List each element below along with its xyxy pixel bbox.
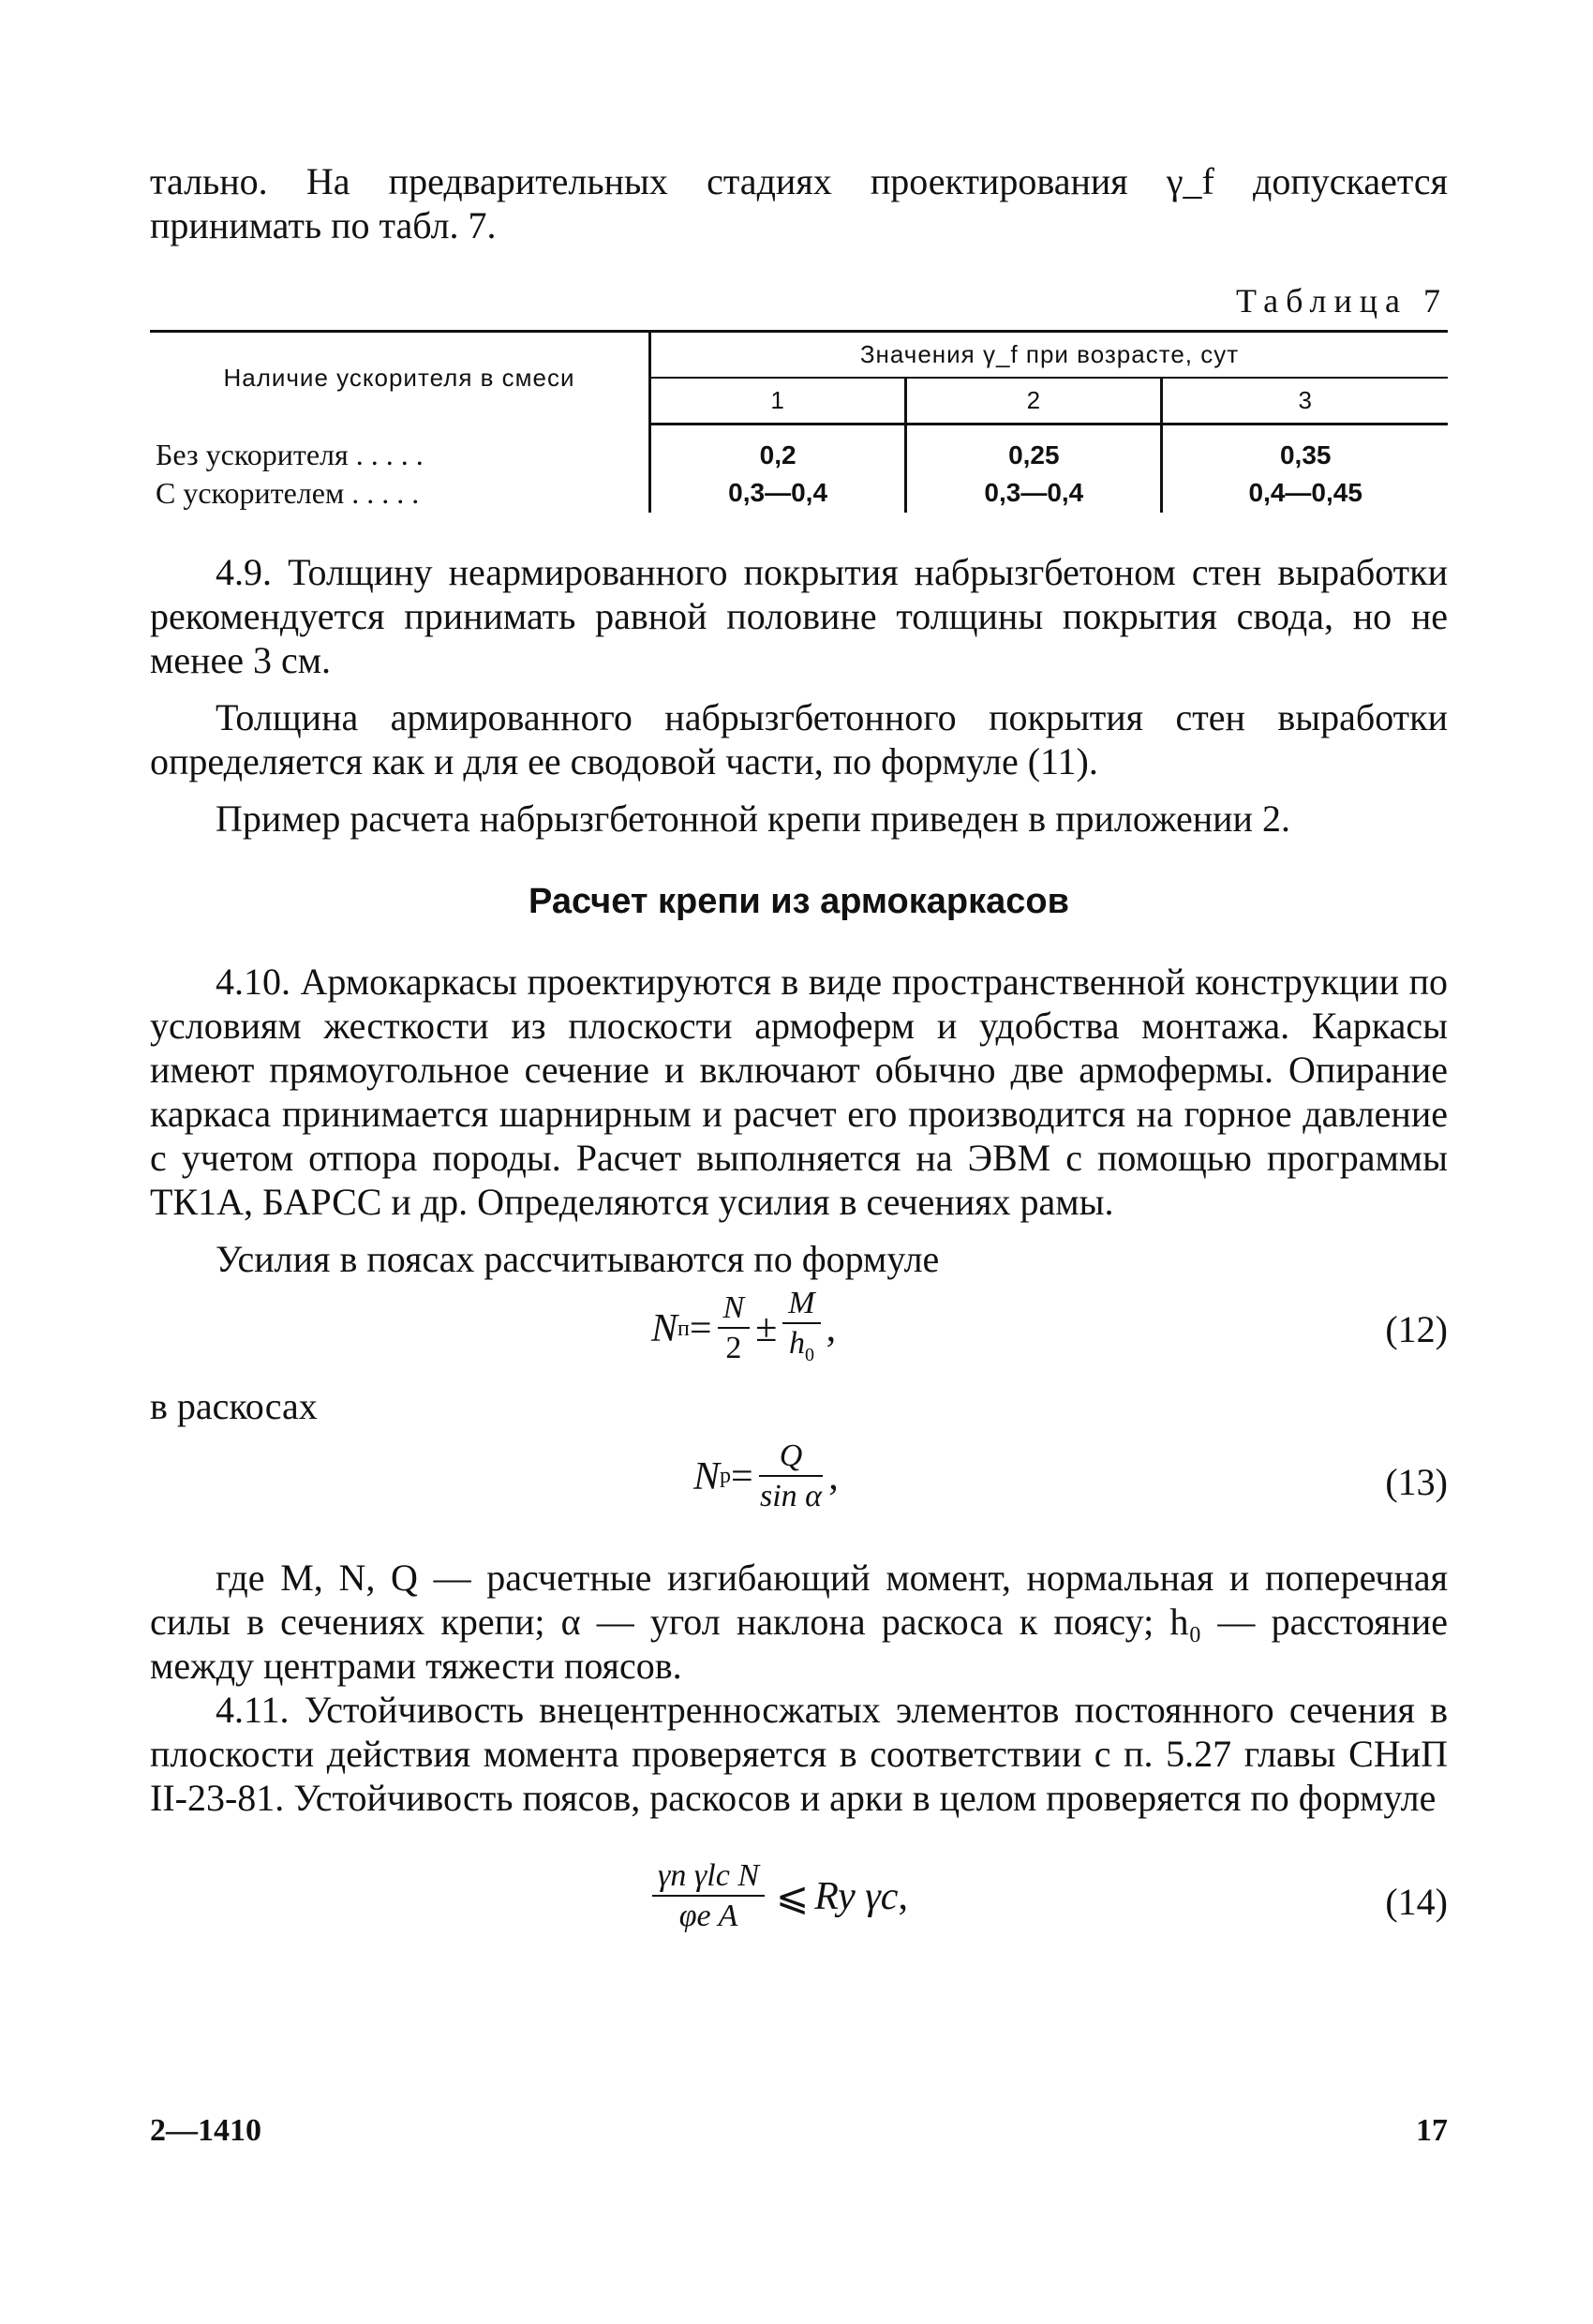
paragraph-example-reference: Пример расчета набрызгбетонной крепи приведен в приложении 2.	[216, 797, 1290, 840]
formula-14-num: γn γlc N	[652, 1857, 765, 1897]
formula-12-num-1: N	[718, 1289, 751, 1329]
paragraph-4-10: 4.10. Армокаркасы проектируются в виде пространственной конструкции по условиям жесткости из плоскости армоферм и удобства монтажа. Каркасы имеют прямоугольное сечение и включают обычно две армофермы. Опирание каркаса принимается шарнирным и расчет его производится на горное давление с учетом отпора породы. Расчет выполняется на ЭВМ с помощью программы ТК1А, БАРСС и др. Определяются усилия в сечениях рамы.	[150, 960, 1448, 1223]
formula-14-relation: ⩽	[776, 1875, 810, 1919]
formula-12-lhs: N	[651, 1307, 678, 1351]
formula-14-rhs: Ry γc	[814, 1874, 899, 1918]
paragraph-reinforced-coating: Толщина армированного набрызгбетонного покрытия стен выработки определяется как и для ее сводовой части, по формуле (11).	[150, 695, 1448, 782]
formula-13-den: sin α	[759, 1478, 822, 1513]
formula-13	[150, 1434, 1448, 1537]
table-row	[150, 425, 1448, 474]
formula-14-number: (14)	[1385, 1880, 1448, 1923]
formula-12-den-2-sub: 0	[804, 1344, 814, 1365]
intro-paragraph: тально. На предварительных стадиях проектирования γ_f допускается принимать по табл. 7.	[150, 160, 1448, 246]
formula-13-number: (13)	[1385, 1460, 1448, 1503]
table-cell: 0,2	[650, 425, 906, 474]
coefficient-table	[150, 330, 1448, 513]
formula-12-number: (12)	[1385, 1307, 1448, 1350]
signature-mark: 2—1410	[150, 2113, 261, 2148]
formula-14-tail: ,	[898, 1874, 908, 1918]
paragraph-4-9: 4.9. Толщину неармированного покрытия набрызгбетоном стен выработки рекомендуется принимать равной половине толщины покрытия свода, но не менее 3 см.	[150, 550, 1448, 681]
paragraph-4-11: 4.11. Устойчивость внецентренносжатых элементов постоянного сечения в плоскости действия момента проверяется в соответствии с п. 5.27 главы СНиП II-23-81. Устойчивость поясов, раскосов и арки в целом проверяется по формуле	[150, 1688, 1448, 1819]
formula-12	[150, 1281, 1448, 1384]
formula-12-tail: ,	[826, 1307, 837, 1351]
table-row-label: С ускорителем . . . . .	[156, 475, 420, 510]
formula-12-fraction-1	[718, 1289, 751, 1368]
table-caption: Таблица 7	[1236, 282, 1448, 320]
formula-12-op: ±	[755, 1307, 778, 1351]
table-cell: 0,35	[1162, 425, 1448, 474]
formula-13-lhs-sub: р	[720, 1464, 732, 1488]
table-cell: 0,3—0,4	[650, 474, 906, 513]
page-number: 17	[1416, 2113, 1448, 2148]
formula-13-fraction	[759, 1438, 824, 1516]
table-row	[150, 474, 1448, 513]
table-row-header: Наличие ускорителя в смеси	[150, 332, 650, 425]
formula-13-lhs: N	[693, 1454, 721, 1498]
table-group-header: Значения γ_f при возрасте, сут	[650, 332, 1449, 379]
formula-12-den-1: 2	[725, 1331, 742, 1366]
formula-14	[150, 1854, 1448, 1957]
paragraph-notation: где M, N, Q — расчетные изгибающий момент, нормальная и поперечная силы в сечениях крепи; α — угол наклона раскоса к поясу; h₀ — расстояние между центрами тяжести поясов.	[150, 1556, 1448, 1687]
formula-14-fraction	[652, 1857, 765, 1936]
table-row-label: Без ускорителя . . . . .	[156, 437, 424, 471]
formula-13-num: Q	[759, 1438, 824, 1477]
table-day-header: 2	[906, 378, 1162, 425]
paragraph-chord-forces: Усилия в поясах рассчитываются по формуле	[216, 1237, 940, 1280]
formula-12-num-2: M	[782, 1285, 820, 1324]
formula-13-eq: =	[731, 1454, 753, 1498]
formula-13-tail: ,	[828, 1454, 839, 1498]
table-cell: 0,3—0,4	[906, 474, 1162, 513]
table-day-header: 3	[1162, 378, 1448, 425]
formula-12-den-2: h	[788, 1325, 805, 1361]
formula-12-eq: =	[689, 1307, 712, 1351]
table-day-header: 1	[650, 378, 906, 425]
text-in-diagonals: в раскосах	[150, 1384, 318, 1427]
table-cell: 0,25	[906, 425, 1162, 474]
section-title: Расчет крепи из армокаркасов	[529, 881, 1069, 921]
page-content	[150, 159, 1448, 1957]
formula-12-lhs-sub: п	[677, 1316, 690, 1341]
formula-12-fraction-2	[782, 1285, 820, 1375]
table-cell: 0,4—0,45	[1162, 474, 1448, 513]
formula-14-den: φe A	[678, 1898, 738, 1933]
